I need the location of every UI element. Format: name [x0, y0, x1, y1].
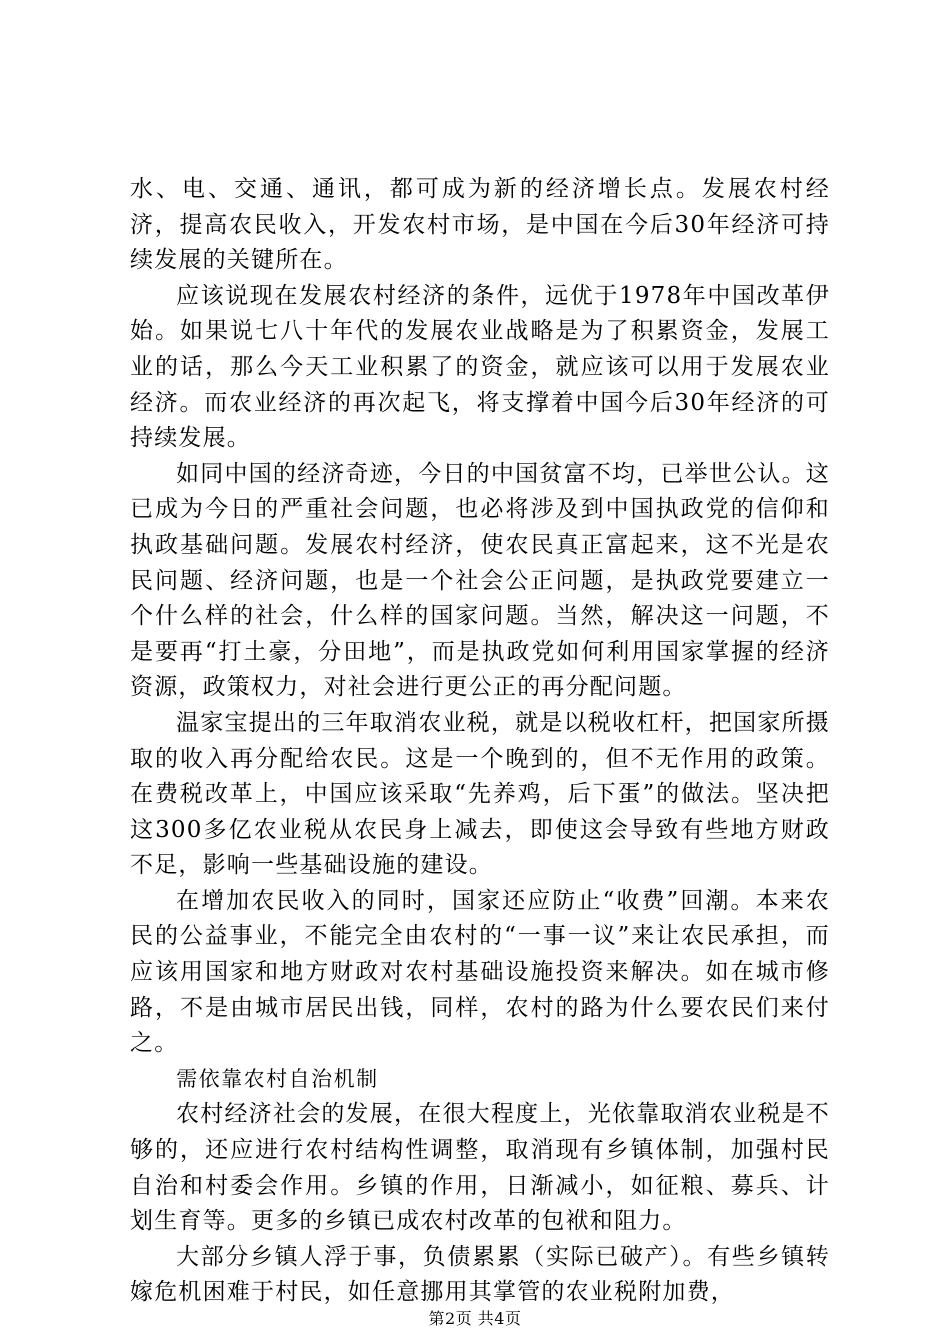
page-footer: 第2页 共4页 — [428, 1309, 522, 1328]
paragraph-3: 如同中国的经济奇迹，今日的中国贫富不均，已举世公认。这已成为今日的严重社会问题，也必将涉及到中国执政党的信仰和执政基础问题。发展农村经济，使农民真正富起来，这不光是农民问题、经济问题，也是一个社会公正问题，是执政党要建立一个什么样的社会，什么样的国家问题。当然，解决这一问题，不是要再“打土豪，分田地”，而是执政党如何利用国家掌握的经济资源，政策权力，对社会进行更公正的再分配问题。 — [130, 460, 830, 701]
paragraph-2: 应该说现在发展农村经济的条件，远优于1978年中国改革伊始。如果说七八十年代的发展农业战略是为了积累资金，发展工业的话，那么今天工业积累了的资金，就应该可以用于发展农业经济。而农业经济的再次起飞，将支撑着中国今后30年经济的可持续发展。 — [130, 282, 830, 452]
document-body — [130, 172, 830, 1311]
paragraph-4: 温家宝提出的三年取消农业税，就是以税收杠杆，把国家所摄取的收入再分配给农民。这是一个晚到的，但不无作用的政策。在费税改革上，中国应该采取“先养鸡，后下蛋”的做法。坚决把这300多亿农业税从农民身上减去，即使这会导致有些地方财政不足，影响一些基础设施的建设。 — [130, 709, 830, 879]
section-heading: 需依靠农村自治机制 — [176, 1066, 379, 1091]
paragraph-6: 农村经济社会的发展，在很大程度上，光依靠取消农业税是不够的，还应进行农村结构性调整，取消现有乡镇体制，加强村民自治和村委会作用。乡镇的作用，日渐减小，如征粮、募兵、计划生育等。更多的乡镇已成农村改革的包袱和阻力。 — [130, 1101, 830, 1235]
paragraph-5: 在增加农民收入的同时，国家还应防止“收费”回潮。本来农民的公益事业，不能完全由农村的“一事一议”来让农民承担，而应该用国家和地方财政对农村基础设施投资来解决。如在城市修路，不是由城市居民出钱，同样，农村的路为什么要农民们来付之。 — [130, 887, 830, 1057]
paragraph-1: 水、电、交通、通讯，都可成为新的经济增长点。发展农村经济，提高农民收入，开发农村市场，是中国在今后30年经济可持续发展的关键所在。 — [130, 176, 830, 274]
paragraph-7: 大部分乡镇人浮于事，负债累累（实际已破产）。有些乡镇转嫁危机困难于村民，如任意挪用其掌管的农业税附加费， — [130, 1243, 830, 1306]
